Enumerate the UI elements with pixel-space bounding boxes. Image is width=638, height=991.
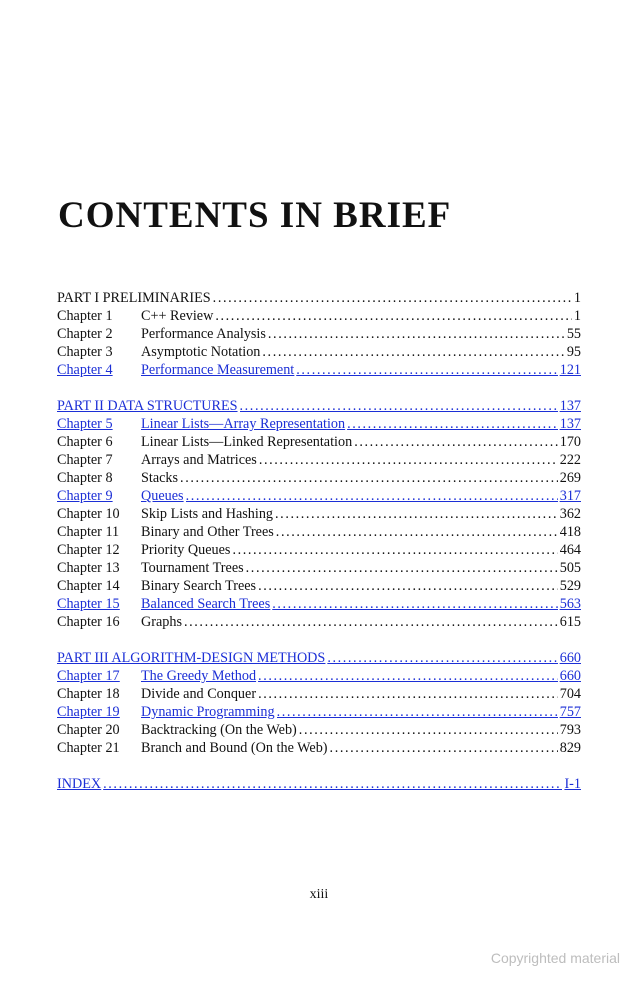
toc-chapter-entry: [57, 541, 581, 559]
toc-chapter-entry: [57, 451, 581, 469]
page-ref: 529: [559, 578, 581, 594]
page-ref: 757: [559, 704, 581, 720]
chapter-number: Chapter 12: [57, 542, 120, 558]
chapter-title: Graphs: [141, 614, 182, 630]
page-ref: 121: [559, 362, 581, 378]
toc-part-group: [57, 775, 581, 793]
toc-chapter-entry: [57, 721, 581, 739]
dot-leader: [246, 559, 558, 577]
page-ref: 362: [559, 506, 581, 522]
toc-chapter-entry: [57, 613, 581, 631]
chapter-number: Chapter 11: [57, 524, 120, 540]
dot-leader: [232, 541, 557, 559]
chapter-number: Chapter 8: [57, 470, 113, 486]
toc-chapter-entry[interactable]: [57, 361, 581, 379]
chapter-title: Dynamic Programming: [141, 704, 275, 720]
page-ref: 660: [559, 668, 581, 684]
toc-index-entry[interactable]: [57, 775, 581, 793]
chapter-title: Tournament Trees: [141, 560, 244, 576]
page-title: CONTENTS IN BRIEF: [58, 195, 452, 236]
page-ref: 505: [559, 560, 581, 576]
dot-leader: [215, 307, 572, 325]
chapter-title: Divide and Conquer: [141, 686, 257, 702]
dot-leader: [262, 343, 564, 361]
chapter-number: Chapter 15: [57, 596, 120, 612]
table-of-contents: [57, 289, 581, 811]
toc-chapter-entry: [57, 559, 581, 577]
chapter-number: Chapter 2: [57, 326, 113, 342]
page-ref: 317: [559, 488, 581, 504]
toc-chapter-entry: [57, 307, 581, 325]
chapter-title: Asymptotic Notation: [141, 344, 261, 360]
dot-leader: [258, 667, 558, 685]
toc-part-entry[interactable]: [57, 649, 581, 667]
chapter-number: Chapter 4: [57, 362, 113, 378]
page-ref: 704: [559, 686, 581, 702]
dot-leader: [272, 595, 557, 613]
chapter-title: Arrays and Matrices: [141, 452, 257, 468]
toc-part-entry: [57, 289, 581, 307]
dot-leader: [296, 361, 557, 379]
dot-leader: [186, 487, 558, 505]
page-ref: 137: [559, 416, 581, 432]
part-title: INDEX: [57, 776, 102, 792]
chapter-title: Skip Lists and Hashing: [141, 506, 274, 522]
page-ref: 170: [559, 434, 581, 450]
page-ref: I-1: [564, 776, 581, 792]
chapter-title: C++ Review: [141, 308, 214, 324]
page-ref: 1: [573, 290, 581, 306]
page-ref: 793: [559, 722, 581, 738]
toc-chapter-entry[interactable]: [57, 703, 581, 721]
chapter-number: Chapter 14: [57, 578, 120, 594]
chapter-title: Stacks: [141, 470, 179, 486]
dot-leader: [258, 685, 558, 703]
page-ref: 464: [559, 542, 581, 558]
toc-chapter-entry[interactable]: [57, 667, 581, 685]
dot-leader: [277, 703, 558, 721]
page-ref: 660: [559, 650, 581, 666]
toc-part-group: [57, 289, 581, 379]
chapter-number: Chapter 10: [57, 506, 120, 522]
page-ref: 418: [559, 524, 581, 540]
dot-leader: [299, 721, 558, 739]
chapter-title: Linear Lists—Linked Representation: [141, 434, 353, 450]
part-title: PART II DATA STRUCTURES: [57, 398, 238, 414]
chapter-number: Chapter 6: [57, 434, 113, 450]
toc-part-group: [57, 649, 581, 757]
chapter-number: Chapter 3: [57, 344, 113, 360]
page-ref: 1: [573, 308, 581, 324]
toc-chapter-entry[interactable]: [57, 595, 581, 613]
chapter-number: Chapter 13: [57, 560, 120, 576]
toc-chapter-entry: [57, 325, 581, 343]
dot-leader: [268, 325, 565, 343]
chapter-title: Branch and Bound (On the Web): [141, 740, 328, 756]
page-ref: 829: [559, 740, 581, 756]
chapter-title: Balanced Search Trees: [141, 596, 271, 612]
chapter-number: Chapter 16: [57, 614, 120, 630]
toc-part-group: [57, 397, 581, 631]
part-title: PART I PRELIMINARIES: [57, 290, 211, 306]
chapter-number: Chapter 5: [57, 416, 113, 432]
dot-leader: [354, 433, 558, 451]
chapter-number: Chapter 19: [57, 704, 120, 720]
toc-chapter-entry: [57, 523, 581, 541]
chapter-number: Chapter 1: [57, 308, 113, 324]
dot-leader: [258, 577, 558, 595]
dot-leader: [330, 739, 558, 757]
chapter-title: Queues: [141, 488, 184, 504]
chapter-title: Performance Analysis: [141, 326, 266, 342]
chapter-number: Chapter 20: [57, 722, 120, 738]
chapter-title: Binary and Other Trees: [141, 524, 274, 540]
chapter-title: Backtracking (On the Web): [141, 722, 297, 738]
page-ref: 615: [559, 614, 581, 630]
chapter-title: Binary Search Trees: [141, 578, 257, 594]
toc-chapter-entry: [57, 469, 581, 487]
dot-leader: [259, 451, 558, 469]
dot-leader: [276, 523, 558, 541]
toc-chapter-entry[interactable]: [57, 415, 581, 433]
dot-leader: [240, 397, 558, 415]
chapter-number: Chapter 18: [57, 686, 120, 702]
chapter-number: Chapter 21: [57, 740, 120, 756]
toc-part-entry[interactable]: [57, 397, 581, 415]
toc-chapter-entry: [57, 343, 581, 361]
chapter-number: Chapter 17: [57, 668, 120, 684]
dot-leader: [347, 415, 558, 433]
dot-leader: [275, 505, 558, 523]
dot-leader: [327, 649, 557, 667]
page-number: xiii: [309, 887, 329, 902]
chapter-title: Priority Queues: [141, 542, 231, 558]
dot-leader: [213, 289, 572, 307]
toc-chapter-entry: [57, 505, 581, 523]
page-ref: 269: [559, 470, 581, 486]
page-ref: 563: [559, 596, 581, 612]
chapter-title: Performance Measurement: [141, 362, 295, 378]
page-ref: 95: [566, 344, 581, 360]
toc-chapter-entry: [57, 577, 581, 595]
dot-leader: [184, 613, 558, 631]
toc-chapter-entry[interactable]: [57, 487, 581, 505]
toc-chapter-entry: [57, 739, 581, 757]
page-ref: 55: [566, 326, 581, 342]
chapter-number: Chapter 7: [57, 452, 113, 468]
toc-chapter-entry: [57, 433, 581, 451]
page-ref: 137: [559, 398, 581, 414]
toc-chapter-entry: [57, 685, 581, 703]
dot-leader: [180, 469, 558, 487]
page-ref: 222: [559, 452, 581, 468]
chapter-title: Linear Lists—Array Representation: [141, 416, 346, 432]
chapter-title: The Greedy Method: [141, 668, 257, 684]
chapter-number: Chapter 9: [57, 488, 113, 504]
dot-leader: [103, 775, 562, 793]
part-title: PART III ALGORITHM-DESIGN METHODS: [57, 650, 326, 666]
copyright-watermark: Copyrighted material: [490, 950, 620, 966]
